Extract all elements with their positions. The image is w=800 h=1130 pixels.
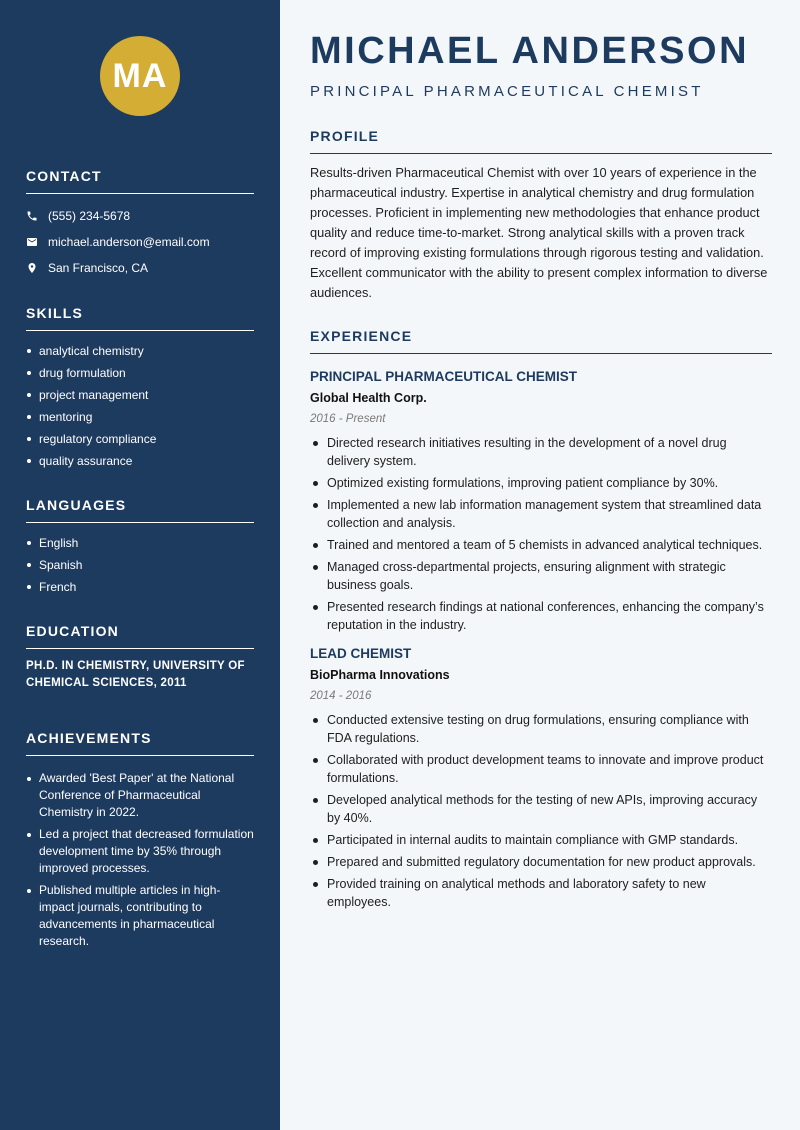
- contact-heading: CONTACT: [26, 168, 254, 194]
- job-title: LEAD CHEMIST: [310, 646, 412, 661]
- job-bullet: Conducted extensive testing on drug formulations, ensuring compliance with FDA regulations.: [310, 711, 772, 747]
- job-bullet: Optimized existing formulations, improving patient compliance by 30%.: [310, 474, 772, 492]
- contact-email: [26, 229, 254, 255]
- job-bullet: Implemented a new lab information management system that streamlined data collection and analysis.: [310, 496, 772, 532]
- job-bullet: Collaborated with product development teams to innovate and improve product formulations.: [310, 751, 772, 787]
- achievement-item: Awarded 'Best Paper' at the National Conference of Pharmaceutical Chemistry in 2022.: [26, 770, 254, 821]
- achievement-item: Led a project that decreased formulation development time by 35% through improved processes.: [26, 826, 254, 877]
- job-company: BioPharma Innovations: [310, 668, 450, 682]
- location-text: San Francisco, CA: [48, 261, 149, 275]
- skill-item: quality assurance: [26, 450, 254, 472]
- experience-section: [310, 328, 772, 915]
- job-bullet: Managed cross-departmental projects, ensuring alignment with strategic business goals.: [310, 558, 772, 594]
- job-bullet: Directed research initiatives resulting in the development of a novel drug delivery system.: [310, 434, 772, 470]
- job-bullet: Trained and mentored a team of 5 chemists in advanced analytical techniques.: [310, 536, 772, 554]
- contact-phone: [26, 203, 254, 229]
- job-title: PRINCIPAL PHARMACEUTICAL CHEMIST: [310, 369, 578, 384]
- language-item: French: [26, 576, 254, 598]
- skill-item: analytical chemistry: [26, 340, 254, 362]
- languages-heading: LANGUAGES: [26, 497, 254, 523]
- education-degree: PH.D. IN CHEMISTRY, UNIVERSITY OF CHEMICAL SCIENCES, 2011: [26, 660, 245, 689]
- profile-heading: PROFILE: [310, 128, 772, 154]
- contact-section: [26, 168, 254, 281]
- experience-heading: EXPERIENCE: [310, 328, 772, 354]
- job-bullet: Presented research findings at national conferences, enhancing the company’s reputation in the industry.: [310, 598, 772, 634]
- contact-location: [26, 255, 254, 281]
- profile-section: [310, 128, 772, 303]
- job-bullet: Prepared and submitted regulatory documentation for new product approvals.: [310, 853, 772, 871]
- languages-section: [26, 497, 254, 598]
- education-heading: EDUCATION: [26, 623, 254, 649]
- skills-section: [26, 305, 254, 472]
- job-entry: [310, 369, 772, 634]
- achievements-heading: ACHIEVEMENTS: [26, 730, 254, 756]
- candidate-title: PRINCIPAL PHARMACEUTICAL CHEMIST: [310, 83, 704, 100]
- skill-item: regulatory compliance: [26, 428, 254, 450]
- job-bullet: Provided training on analytical methods and laboratory safety to new employees.: [310, 875, 772, 911]
- email-text: michael.anderson@email.com: [48, 235, 210, 249]
- mail-icon: [26, 236, 48, 248]
- phone-icon: [26, 210, 48, 222]
- language-item: English: [26, 532, 254, 554]
- achievements-section: [26, 730, 254, 955]
- skill-item: mentoring: [26, 406, 254, 428]
- achievement-item: Published multiple articles in high-impact journals, contributing to advancements in pharmaceutical research.: [26, 882, 254, 950]
- education-section: [26, 623, 254, 692]
- job-dates: 2016 - Present: [310, 413, 386, 425]
- skill-item: drug formulation: [26, 362, 254, 384]
- skills-heading: SKILLS: [26, 305, 254, 331]
- phone-text: (555) 234-5678: [48, 209, 131, 223]
- job-bullet: Developed analytical methods for the testing of new APIs, improving accuracy by 40%.: [310, 791, 772, 827]
- avatar: MA: [100, 36, 180, 116]
- profile-text: Results-driven Pharmaceutical Chemist with over 10 years of experience in the pharmaceutical industry. Expertise in analytical chemistry and drug formulation processes. Proficient in implementing new methodologies that enhance product quality and reduce time-to-market. Strong analytical skills with a proven track record of improving existing formulations through rigorous testing and validation. Excellent communicator with the ability to present complex information to diverse audiences.: [310, 165, 768, 300]
- language-item: Spanish: [26, 554, 254, 576]
- job-dates: 2014 - 2016: [310, 690, 372, 702]
- job-bullet: Participated in internal audits to maintain compliance with GMP standards.: [310, 831, 772, 849]
- candidate-name: MICHAEL ANDERSON: [310, 30, 750, 72]
- skill-item: project management: [26, 384, 254, 406]
- job-entry: [310, 646, 772, 911]
- sidebar: [0, 0, 280, 1130]
- location-pin-icon: [26, 262, 48, 274]
- job-company: Global Health Corp.: [310, 391, 427, 405]
